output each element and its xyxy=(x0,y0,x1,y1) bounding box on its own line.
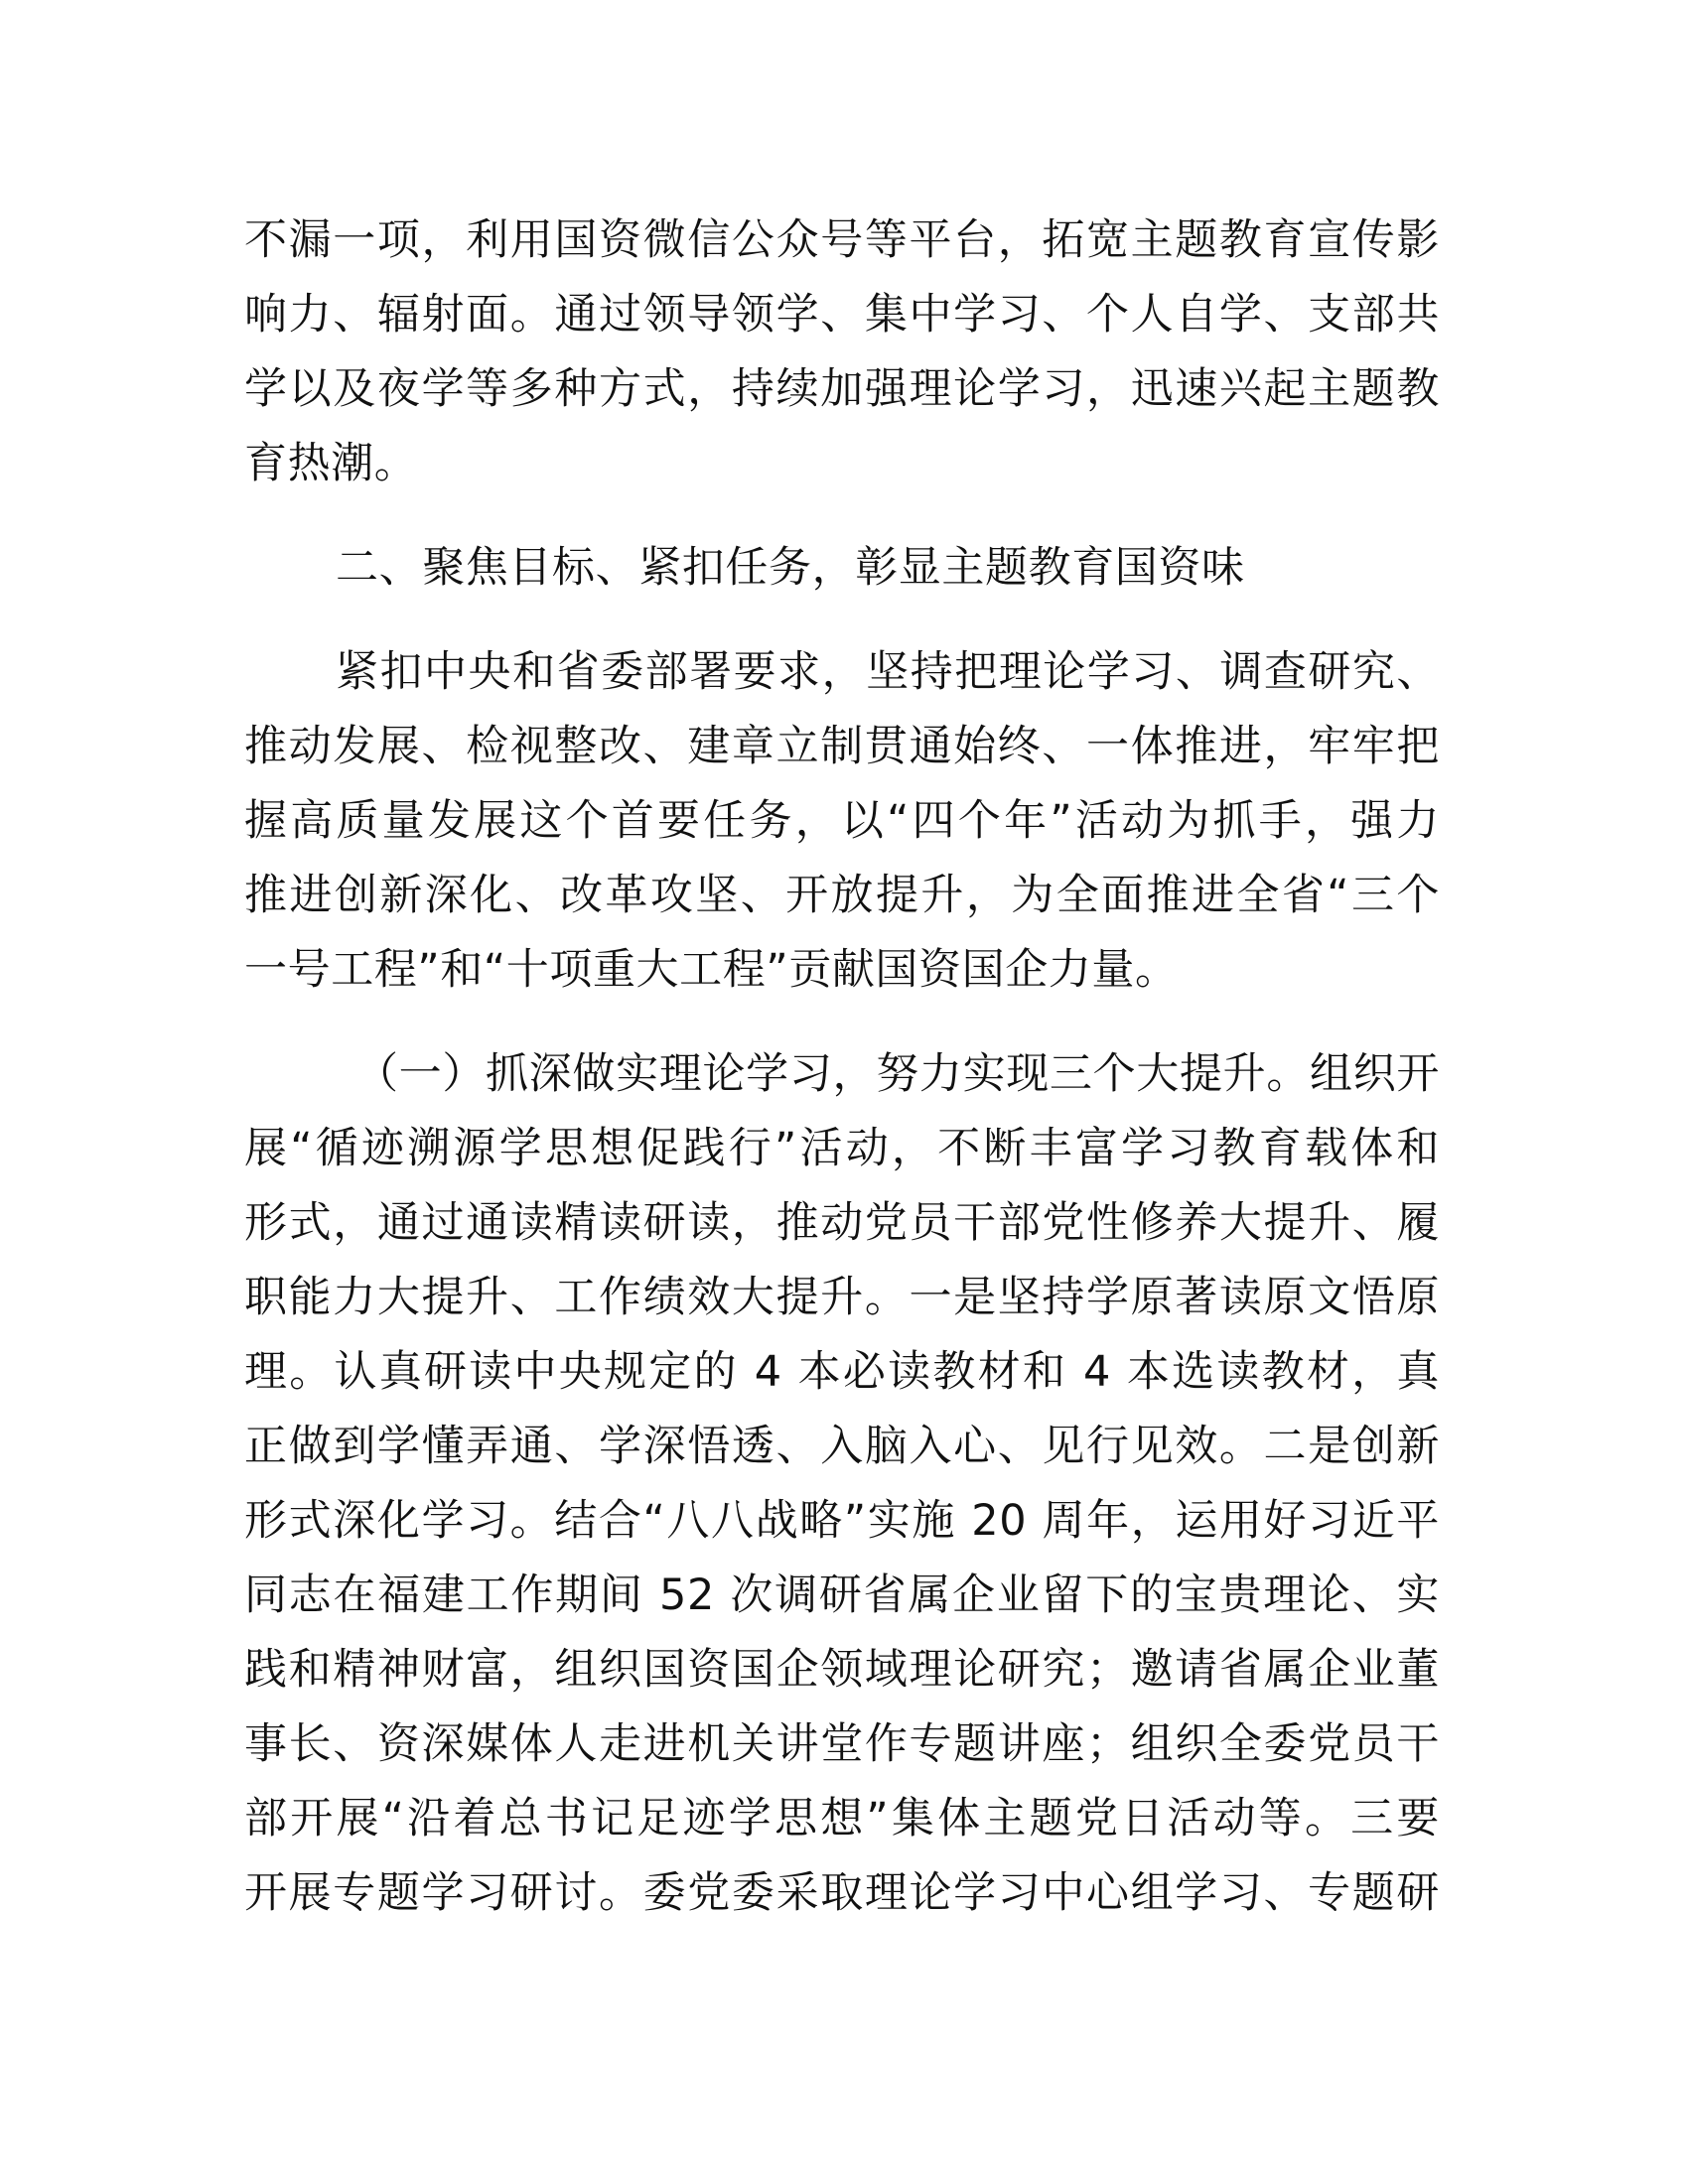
text-line: 一号工程”和“十项重大工程”贡献国资国企力量。 xyxy=(244,945,1179,995)
text-line: 践和精神财富，组织国资国企领域理论研究；邀请省属企业董 xyxy=(244,1645,1440,1695)
text-line: 响力、辐射面。通过领导领学、集中学习、个人自学、支部共 xyxy=(244,290,1440,340)
text-line: 推动发展、检视整改、建章立制贯通始终、一体推进，牢牢把 xyxy=(244,722,1440,771)
text-line: 展“循迹溯源学思想促践行”活动，不断丰富学习教育载体和 xyxy=(244,1124,1440,1173)
paragraph-continuation xyxy=(244,204,1440,501)
text-line: 育热潮。 xyxy=(244,439,418,488)
text-line: 形式深化学习。结合“八八战略”实施 20 周年，运用好习近平 xyxy=(244,1496,1440,1546)
text-line: 职能力大提升、工作绩效大提升。一是坚持学原著读原文悟原 xyxy=(244,1273,1440,1322)
text-line: 开展专题学习研讨。委党委采取理论学习中心组学习、专题研 xyxy=(244,1868,1440,1918)
text-line: 紧扣中央和省委部署要求，坚持把理论学习、调查研究、 xyxy=(336,647,1440,697)
text-line: 理。认真研读中央规定的 4 本必读教材和 4 本选读教材，真 xyxy=(244,1347,1440,1397)
document-page xyxy=(244,204,1440,1931)
text-line: 不漏一项，利用国资微信公众号等平台，拓宽主题教育宣传影 xyxy=(244,215,1440,265)
text-line: 同志在福建工作期间 52 次调研省属企业留下的宝贵理论、实 xyxy=(244,1570,1440,1620)
text-line: 推进创新深化、改革攻坚、开放提升，为全面推进全省“三个 xyxy=(244,871,1440,920)
text-line: 正做到学懂弄通、学深悟透、入脑入心、见行见效。二是创新 xyxy=(244,1422,1440,1471)
section-heading xyxy=(244,531,1440,606)
text-line: 握高质量发展这个首要任务，以“四个年”活动为抓手，强力 xyxy=(244,796,1440,846)
text-line: 部开展“沿着总书记足迹学思想”集体主题党日活动等。三要 xyxy=(244,1794,1440,1843)
text-line: （一）抓深做实理论学习，努力实现三个大提升。组织开 xyxy=(355,1049,1440,1099)
text-line: 事长、资深媒体人走进机关讲堂作专题讲座；组织全委党员干 xyxy=(244,1719,1440,1769)
text-line: 形式，通过通读精读研读，推动党员干部党性修养大提升、履 xyxy=(244,1198,1440,1248)
text-line: 学以及夜学等多种方式，持续加强理论学习，迅速兴起主题教 xyxy=(244,364,1440,414)
paragraph-deployment xyxy=(244,635,1440,1008)
paragraph-theory-study xyxy=(244,1037,1440,1931)
heading-text: 二、聚焦目标、紧扣任务，彰显主题教育国资味 xyxy=(336,543,1245,593)
